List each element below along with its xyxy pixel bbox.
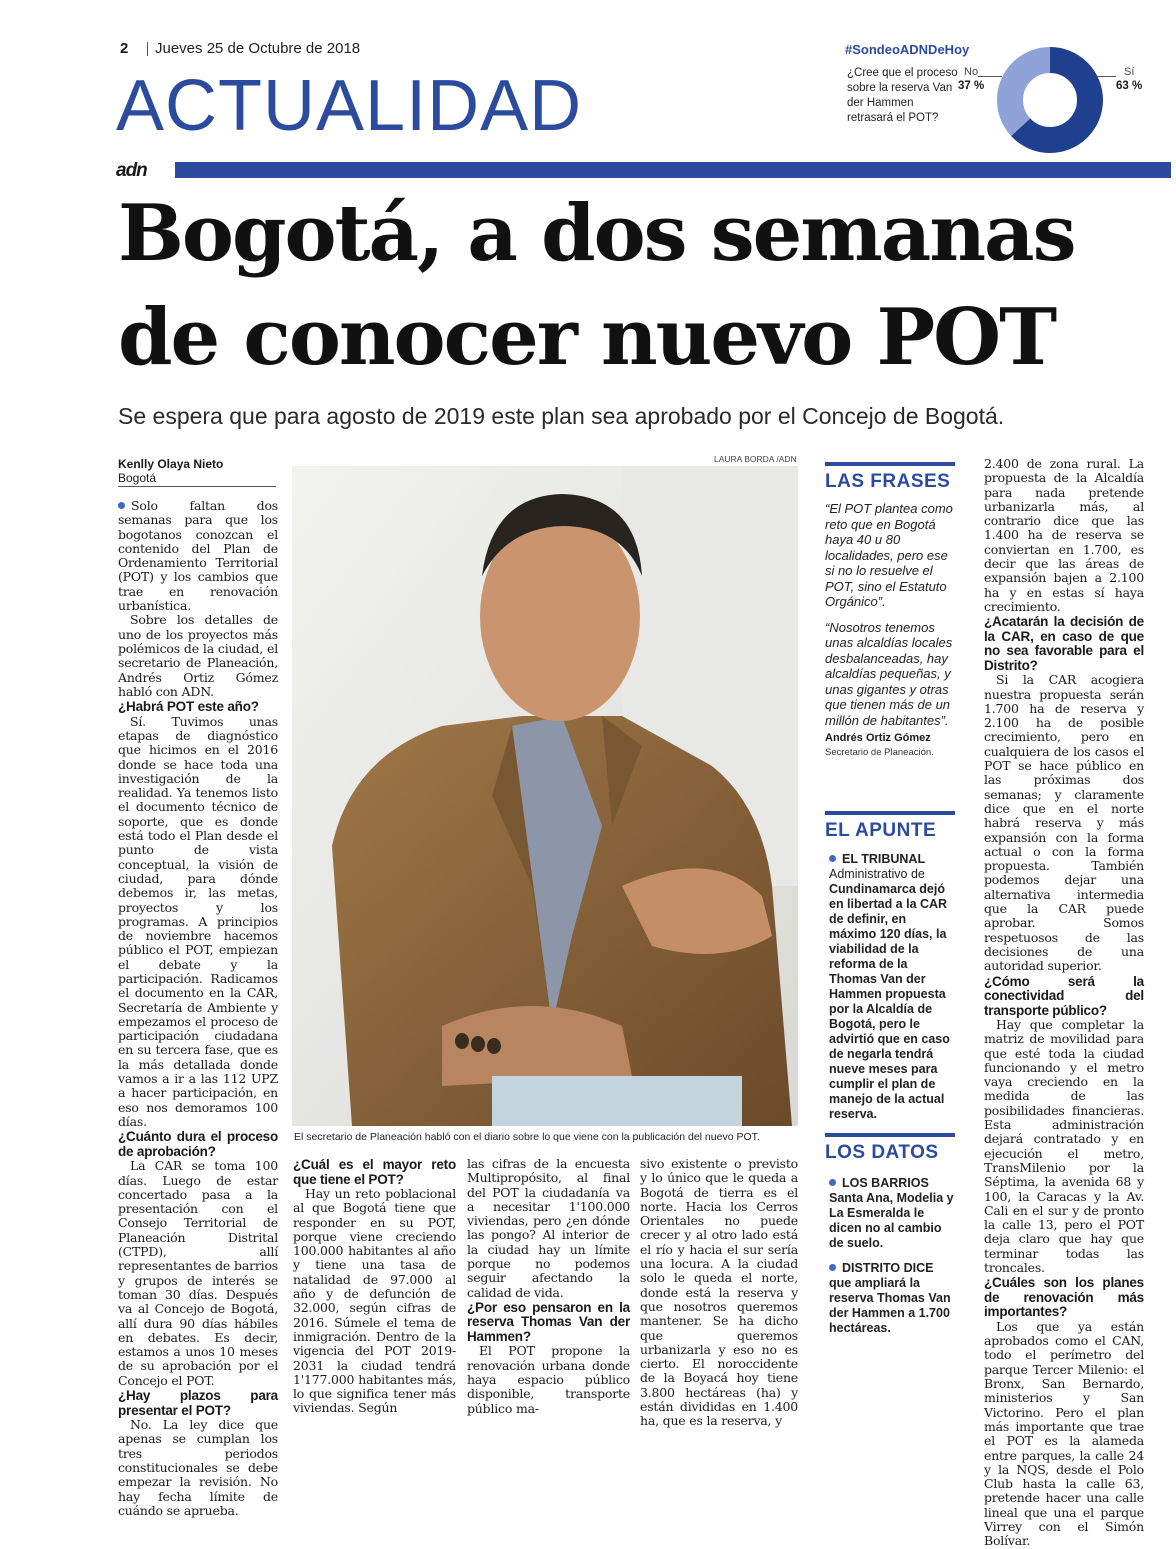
article-column-2 (293, 1157, 456, 1416)
photo-credit: LAURA BORDA /ADN (714, 454, 797, 464)
article-column-4 (640, 1157, 798, 1429)
frases-box (825, 462, 955, 758)
brand-rule (175, 162, 1171, 178)
answer-1: Sí. Tuvimos unas etapas de diagnóstico que hicimos en el 2016 donde se hace toda una investigación de la realidad. Ya tenemos listo el documento técnico de soporte, que es donde está todo el Plan desde el punto de vista conceptual, la visión de ciudad, para dónde debemos ir, las metas, proyectos y los programas. A principios de noviembre hacemos público el POT, empiezan el debate y la participación. Radicamos el documento en la CAR, Secretaría de Ambiente y empezamos el proceso de participación ciudadana en su tercera fase, que es la más detallada donde vamos a ir a las 112 UPZ a hacer participación, en eso nos demoramos 100 días. (118, 713, 278, 1129)
apunte-box (825, 811, 955, 1122)
answer-5-end: 2.400 de zona rural. La propuesta de la Alcaldía para nada pretende urbanizarla más, al contrario dice que las 1.400 ha de reserva se conviertan en 1.700, es decir que las áreas de expansión bajen a 2.100 ha y en estas sí haya crecimiento. (984, 456, 1144, 614)
bullet-icon (829, 1264, 836, 1271)
header-divider (147, 42, 148, 56)
datos-item-1 (825, 1176, 955, 1251)
intro-paragraph: Solo faltan dos semanas para que los bogotanos conozcan el contenido del Plan de Ordenamiento Territorial (POT) y los cambios que trae en renovación urbanística. (118, 498, 278, 614)
question-7: ¿Cómo será la conectividad del transporte público? (984, 973, 1144, 1018)
datos-title: LOS DATOS (825, 1133, 955, 1164)
answer-8: Los que ya están aprobados como el CAN, todo el perímetro del parque Tercer Milenio: el Bronx, San Bernardo, ministerios y San Victorino. Pero el plan más importante que trae el POT es la alameda entre parques, la calle 24 y la NQS, desde el Polo Club hasta la calle 63, pretende hacer una calle lineal que una el parque Virrey con el Simón Bolívar. (984, 1318, 1144, 1549)
bullet-icon (829, 1179, 836, 1186)
datos-lead-2: DISTRITO DICE (842, 1261, 934, 1275)
datos-lead-1: LOS BARRIOS (842, 1176, 929, 1190)
poll-question: ¿Cree que el proceso sobre la reserva Van der Hammen retrasará el POT? (847, 67, 958, 124)
answer-4-cont: las cifras de la encuesta Multipropósito, al final del POT la ciudadanía va a necesitar 1'100.000 viviendas, pero ¿en dónde las pongo? Al interior de la ciudad hay un límite porque no podemos seguir afectando la calidad de vida. (467, 1156, 630, 1300)
poll-no-label: No (964, 66, 979, 78)
paragraph-2: Sobre los detalles de uno de los proyectos más polémicos de la ciudad, el secretario de Planeación, Andrés Ortiz Gómez habló con ADN. (118, 612, 278, 699)
answer-3: No. La ley dice que apenas se cumplan los tres periodos constitucionales se debe empezar la revisión. No hay fecha límite de cuándo se aprueba. (118, 1417, 278, 1518)
question-2: ¿Cuánto dura el proceso de aprobación? (118, 1129, 278, 1159)
frases-role: Secretario de Planeación. (825, 747, 934, 758)
poll-donut-chart (990, 40, 1110, 160)
bullet-icon (829, 855, 836, 862)
poll-no-value: 37 % (958, 80, 985, 92)
issue-date: Jueves 25 de Octubre de 2018 (155, 40, 361, 57)
datos-text-2: que ampliará la reserva Thomas Van der Hammen a 1.700 hectáreas. (829, 1276, 951, 1335)
subheadline: Se espera que para agosto de 2019 este plan sea aprobado por el Concejo de Bogotá. (118, 403, 1005, 429)
poll-yes-label: Sí (1124, 66, 1135, 78)
frases-title: LAS FRASES (825, 462, 955, 493)
frases-quote-2: “Nosotros tenemos unas alcaldías locales desbalanceadas, hay alcaldías pequeñas, y unas gigantes y otras que tienen más de un millón de habitantes”. (825, 619, 953, 728)
adn-logo: adn (116, 160, 147, 181)
byline-rule (118, 486, 276, 487)
headline-line-1: Bogotá, a dos semanas (118, 188, 1075, 279)
datos-box (825, 1133, 955, 1336)
bullet-icon (118, 502, 125, 509)
question-1: ¿Habrá POT este año? (118, 699, 259, 715)
question-6: ¿Acatarán la decisión de la CAR, en caso de que no sea favorable para el Distrito? (984, 614, 1144, 673)
answer-7: Hay que completar la matriz de movilidad para que esté toda la ciudad funcionando y el metro vaya creciendo en la medida de las posibilidades financieras. Esta administración dejará contratado y en ejecución el metro, TransMilenio por la Séptima, la avenida 68 y 100, la Caracas y la Av. Cali en el sur y de pronto la calle 13, pero el POT deja claro que hay que terminar todas las troncales. (984, 1017, 1144, 1276)
poll-leader-yes (1096, 76, 1116, 77)
article-column-1 (118, 499, 278, 1518)
poll-yes-value: 63 % (1116, 80, 1143, 92)
answer-5-cont: sivo existente o previsto y lo único que le queda a Bogotá de tierra es el norte. Hacia los Cerros Orientales no puede crecer y al otro lado está el río y hacia el sur sería una locura. A la ciudad solo le queda el norte, donde está la reserva y que nosotros queremos mantener. Se ha dicho que queremos urbanizarla y eso no es cierto. El noroccidente de la Boyacá hoy tiene 3.800 hectáreas (ha) y están divididas en 1.400 ha, que es la reserva, y (640, 1156, 798, 1429)
section-title: ACTUALIDAD (116, 66, 583, 146)
poll-leader-no (978, 76, 1002, 77)
answer-6: Si la CAR acogiera nuestra propuesta serán 1.700 ha de reserva y 2.100 ha de posible crecimiento, pero en cualquiera de los casos el POT se hace público en las próximas dos semanas; y claramente dice que en el norte habrá reserva y más expansión con la forma actual o con la forma propuesta. También podemos dejar una alternativa intermedia que la CAR puede aprobar. Somos respetuosos de las decisiones de una autoridad superior. (984, 672, 1144, 974)
photo-caption: El secretario de Planeación habló con el diario sobre lo que viene con la publicación del nuevo POT. (294, 1131, 760, 1143)
answer-4: Hay un reto poblacional al que Bogotá tiene que responder en su POT, porque viene creciendo 100.000 habitantes al año y tiene una tasa de natalidad de 97.000 al año y de defunción de 32.000, según cifras de 2016. Súmele el tema de inmigración. Dentro de la vigencia del POT 2019-2031 la ciudad tendrá 1'177.000 habitantes más, lo que significa tener más viviendas. Según (293, 1186, 456, 1416)
byline-author: Kenlly Olaya Nieto (118, 457, 224, 471)
question-8: ¿Cuáles son los planes de renovación más importantes? (984, 1275, 1144, 1320)
apunte-title: EL APUNTE (825, 811, 955, 842)
answer-2: La CAR se toma 100 días. Luego de estar concertado pasa a la presentación con el Consejo Territorial de Planeación Distrital (CTPD), allí representantes de barrios y grupos de interés se toman 30 días. Después va al Concejo de Bogotá, allí dura 90 días hábiles en debates. Es decir, estamos a unos 10 meses de su aprobación por el Concejo el POT. (118, 1158, 278, 1388)
question-3: ¿Hay plazos para presentar el POT? (118, 1388, 278, 1418)
article-column-6 (984, 457, 1144, 1549)
article-column-3 (467, 1157, 630, 1416)
poll-hashtag: #SondeoADNDeHoy (845, 42, 970, 57)
frases-quote-1: “El POT plantea como reto que en Bogotá haya 40 u 80 localidades, pero ese si no lo resuelve el POT, sino el Estatuto Orgánico”. (825, 501, 953, 609)
byline-place: Bogotá (118, 471, 157, 485)
secretary-photo (292, 466, 798, 1126)
datos-item-2 (825, 1261, 955, 1336)
apunte-text-2: Cundinamarca dejó en libertad a la CAR de definir, en máximo 120 días, la viabilidad de la reforma de la Thomas Van der Hammen propuesta por la Alcaldía de Bogotá, pero le advirtió que en caso de negarla tendrá nueve meses para cumplir el plan de manejo de la actual reserva. (829, 882, 950, 1121)
headline-line-2: de conocer nuevo POT (118, 292, 1056, 383)
page-number: 2 (120, 40, 129, 57)
question-4: ¿Cuál es el mayor reto que tiene el POT? (293, 1157, 456, 1187)
apunte-lead: EL TRIBUNAL (842, 852, 926, 866)
question-5: ¿Por eso pensaron en la reserva Thomas Van der Hammen? (467, 1299, 630, 1344)
apunte-text-1: Administrativo de (829, 867, 925, 881)
paragraph (118, 499, 278, 613)
frases-author: Andrés Ortiz Gómez (825, 732, 931, 744)
datos-text-1: Santa Ana, Modelia y La Esmeralda le dicen no al cambio de suelo. (829, 1191, 954, 1250)
answer-5: El POT propone la renovación urbana donde haya espacio público disponible, transporte público ma- (467, 1343, 630, 1416)
apunte-text (825, 852, 955, 1122)
